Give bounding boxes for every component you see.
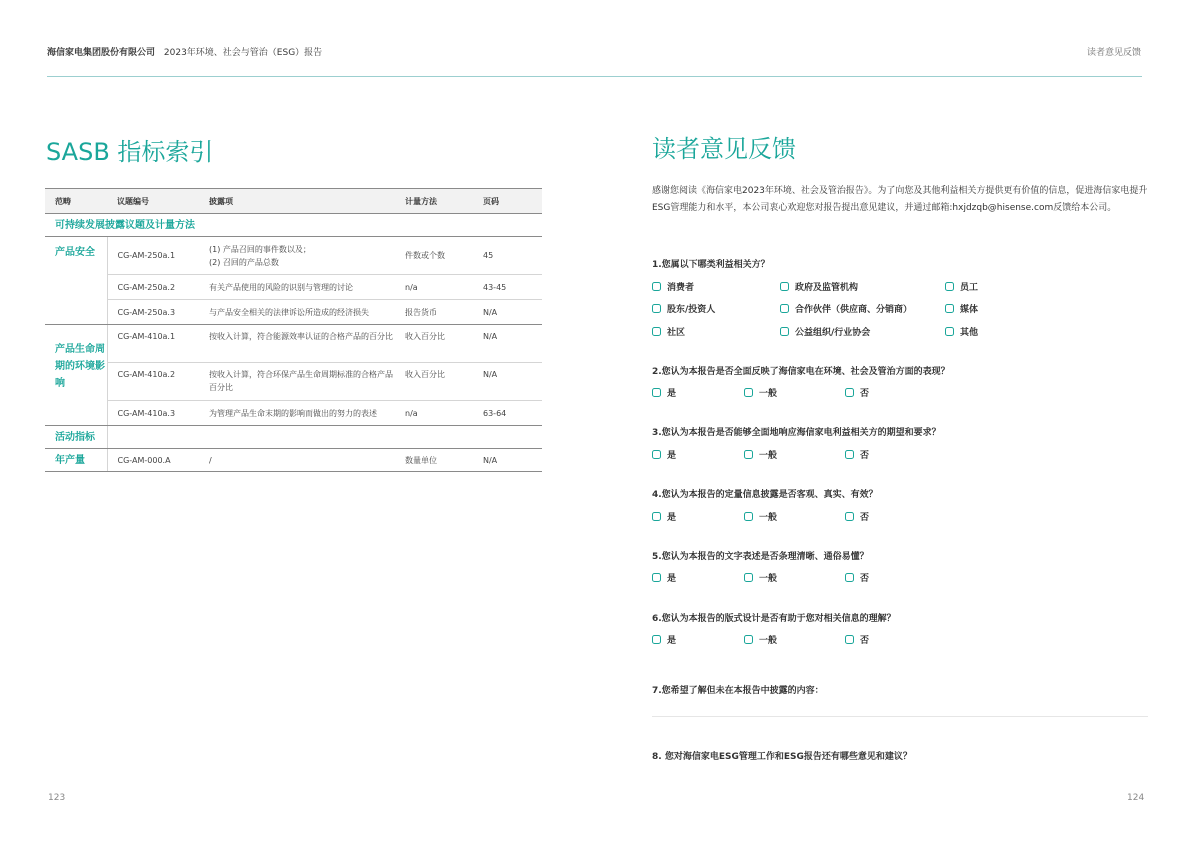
section-row [45,214,542,237]
item-cell: 按收入计算，符合能源效率认证的合格产品的百分比 [199,325,395,363]
page-cell: N/A [473,300,542,325]
question-8: 8. 您对海信家电ESG管理工作和ESG报告还有哪些意见和建议？ [652,752,912,762]
sasb-table [45,188,542,472]
col-header-item: 披露项 [199,189,395,214]
page-cell: 43-45 [473,275,542,300]
question-6: 6.您认为本报告的版式设计是否有助于您对相关信息的理解？ [652,614,896,624]
question-1: 1.您属以下哪类利益相关方？ [652,260,770,270]
section-name: 读者意见反馈 [1086,48,1141,58]
option-yes[interactable]: 是 [652,510,676,523]
option-yes[interactable]: 是 [652,448,676,461]
option-partner[interactable]: 合作伙伴（供应商、分销商） [780,302,912,315]
option-consumer[interactable]: 消费者 [652,280,694,293]
option-yes[interactable]: 是 [652,633,676,646]
category-annual-output: 年产量 [45,449,107,472]
option-no[interactable]: 否 [845,448,869,461]
checkbox-icon[interactable] [744,635,753,644]
item-cell: 与产品安全相关的法律诉讼所造成的经济损失 [199,300,395,325]
col-header-page: 页码 [473,189,542,214]
method-cell: 收入百分比 [395,363,473,401]
option-yes[interactable]: 是 [652,386,676,399]
option-no[interactable]: 否 [845,510,869,523]
page-cell: N/A [473,449,542,472]
checkbox-icon[interactable] [652,512,661,521]
checkbox-icon[interactable] [845,635,854,644]
report-name: 2023年环境、社会与管治（ESG）报告 [163,48,323,58]
page-number-left: 123 [48,793,66,803]
option-neutral[interactable]: 一般 [744,510,777,523]
method-cell: n/a [395,275,473,300]
checkbox-icon[interactable] [744,512,753,521]
question-7: 7.您希望了解但未在本报告中披露的内容： [652,686,824,696]
table-row [45,275,542,300]
code-cell: CG-AM-250a.2 [107,275,199,300]
col-header-method: 计量方法 [395,189,473,214]
checkbox-icon[interactable] [744,573,753,582]
method-cell: 件数或个数 [395,237,473,275]
option-no[interactable]: 否 [845,386,869,399]
code-cell: CG-AM-410a.2 [107,363,199,401]
question-4: 4.您认为本报告的定量信息披露是否客观、真实、有效？ [652,490,878,500]
table-row [45,300,542,325]
option-no[interactable]: 否 [845,571,869,584]
checkbox-icon[interactable] [945,282,954,291]
table-row [45,237,542,275]
page-cell: 63-64 [473,401,542,426]
table-row [45,449,542,472]
category-lifecycle: 产品生命周期的环境影响 [45,325,107,426]
col-header-code: 议题编号 [107,189,199,214]
checkbox-icon[interactable] [652,282,661,291]
feedback-intro: 感谢您阅读《海信家电2023年环境、社会及管治报告》。为了向您及其他利益相关方提供更有价值的信息，促进海信家电提升ESG管理能力和水平，本公司衷心欢迎您对报告提出意见建议，并通过邮箱:hxjdzqb@hisense.com反馈给本公司。 [652,186,1148,213]
code-cell: CG-AM-250a.3 [107,300,199,325]
item-cell: 有关产品使用的风险的识别与管理的讨论 [199,275,395,300]
checkbox-icon[interactable] [652,327,661,336]
checkbox-icon[interactable] [652,388,661,397]
checkbox-icon[interactable] [945,304,954,313]
checkbox-icon[interactable] [845,573,854,582]
question-2: 2.您认为本报告是否全面反映了海信家电在环境、社会及管治方面的表现？ [652,367,950,377]
checkbox-icon[interactable] [652,450,661,459]
code-cell: CG-AM-000.A [107,449,199,472]
checkbox-icon[interactable] [845,450,854,459]
option-employee[interactable]: 员工 [945,280,978,293]
option-no[interactable]: 否 [845,633,869,646]
option-neutral[interactable]: 一般 [744,633,777,646]
checkbox-icon[interactable] [780,327,789,336]
sasb-title: SASB 指标索引 [46,138,214,166]
code-cell: CG-AM-410a.3 [107,401,199,426]
option-neutral[interactable]: 一般 [744,571,777,584]
table-row [45,363,542,401]
checkbox-icon[interactable] [652,304,661,313]
checkbox-icon[interactable] [780,304,789,313]
activity-label: 活动指标 [45,426,107,449]
checkbox-icon[interactable] [780,282,789,291]
running-header [47,45,322,58]
method-cell: 报告货币 [395,300,473,325]
code-cell: CG-AM-410a.1 [107,325,199,363]
option-community[interactable]: 社区 [652,325,685,338]
item-cell: 按收入计算，符合环保产品生命周期标准的合格产品百分比 [199,363,395,401]
page-cell: N/A [473,363,542,401]
option-shareholder[interactable]: 股东/投资人 [652,302,715,315]
option-neutral[interactable]: 一般 [744,448,777,461]
checkbox-icon[interactable] [945,327,954,336]
page-cell: 45 [473,237,542,275]
question-3: 3.您认为本报告是否能够全面地响应海信家电利益相关方的期望和要求？ [652,428,941,438]
option-government[interactable]: 政府及监管机构 [780,280,858,293]
question-5: 5.您认为本报告的文字表述是否条理清晰、通俗易懂？ [652,552,869,562]
category-product-safety: 产品安全 [45,237,107,325]
table-header-row [45,189,542,214]
table-row [45,401,542,426]
option-media[interactable]: 媒体 [945,302,978,315]
checkbox-icon[interactable] [744,450,753,459]
code-cell: CG-AM-250a.1 [107,237,199,275]
answer-line[interactable] [652,716,1148,717]
option-other[interactable]: 其他 [945,325,978,338]
page-number-right: 124 [1127,793,1145,803]
page-cell: N/A [473,325,542,363]
item-cell [199,237,395,275]
table-row [45,325,542,363]
header-divider [47,76,1142,77]
checkbox-icon[interactable] [652,573,661,582]
option-neutral[interactable]: 一般 [744,386,777,399]
checkbox-icon[interactable] [845,388,854,397]
activity-header-row [45,426,542,449]
checkbox-icon[interactable] [652,635,661,644]
checkbox-icon[interactable] [845,512,854,521]
option-yes[interactable]: 是 [652,571,676,584]
col-header-category: 范畴 [45,189,107,214]
method-cell: n/a [395,401,473,426]
checkbox-icon[interactable] [744,388,753,397]
option-nonprofit[interactable]: 公益组织/行业协会 [780,325,870,338]
item-line-2: (2) 召回的产品总数 [209,257,279,267]
section-label: 可持续发展披露议题及计量方法 [45,214,542,237]
method-cell: 数量单位 [395,449,473,472]
item-cell: 为管理产品生命末期的影响而做出的努力的表述 [199,401,395,426]
item-line-1: (1) 产品召回的事件数以及； [209,244,311,254]
company-name: 海信家电集团股份有限公司 [47,48,156,58]
feedback-title: 读者意见反馈 [652,135,796,163]
item-cell: / [199,449,395,472]
method-cell: 收入百分比 [395,325,473,363]
